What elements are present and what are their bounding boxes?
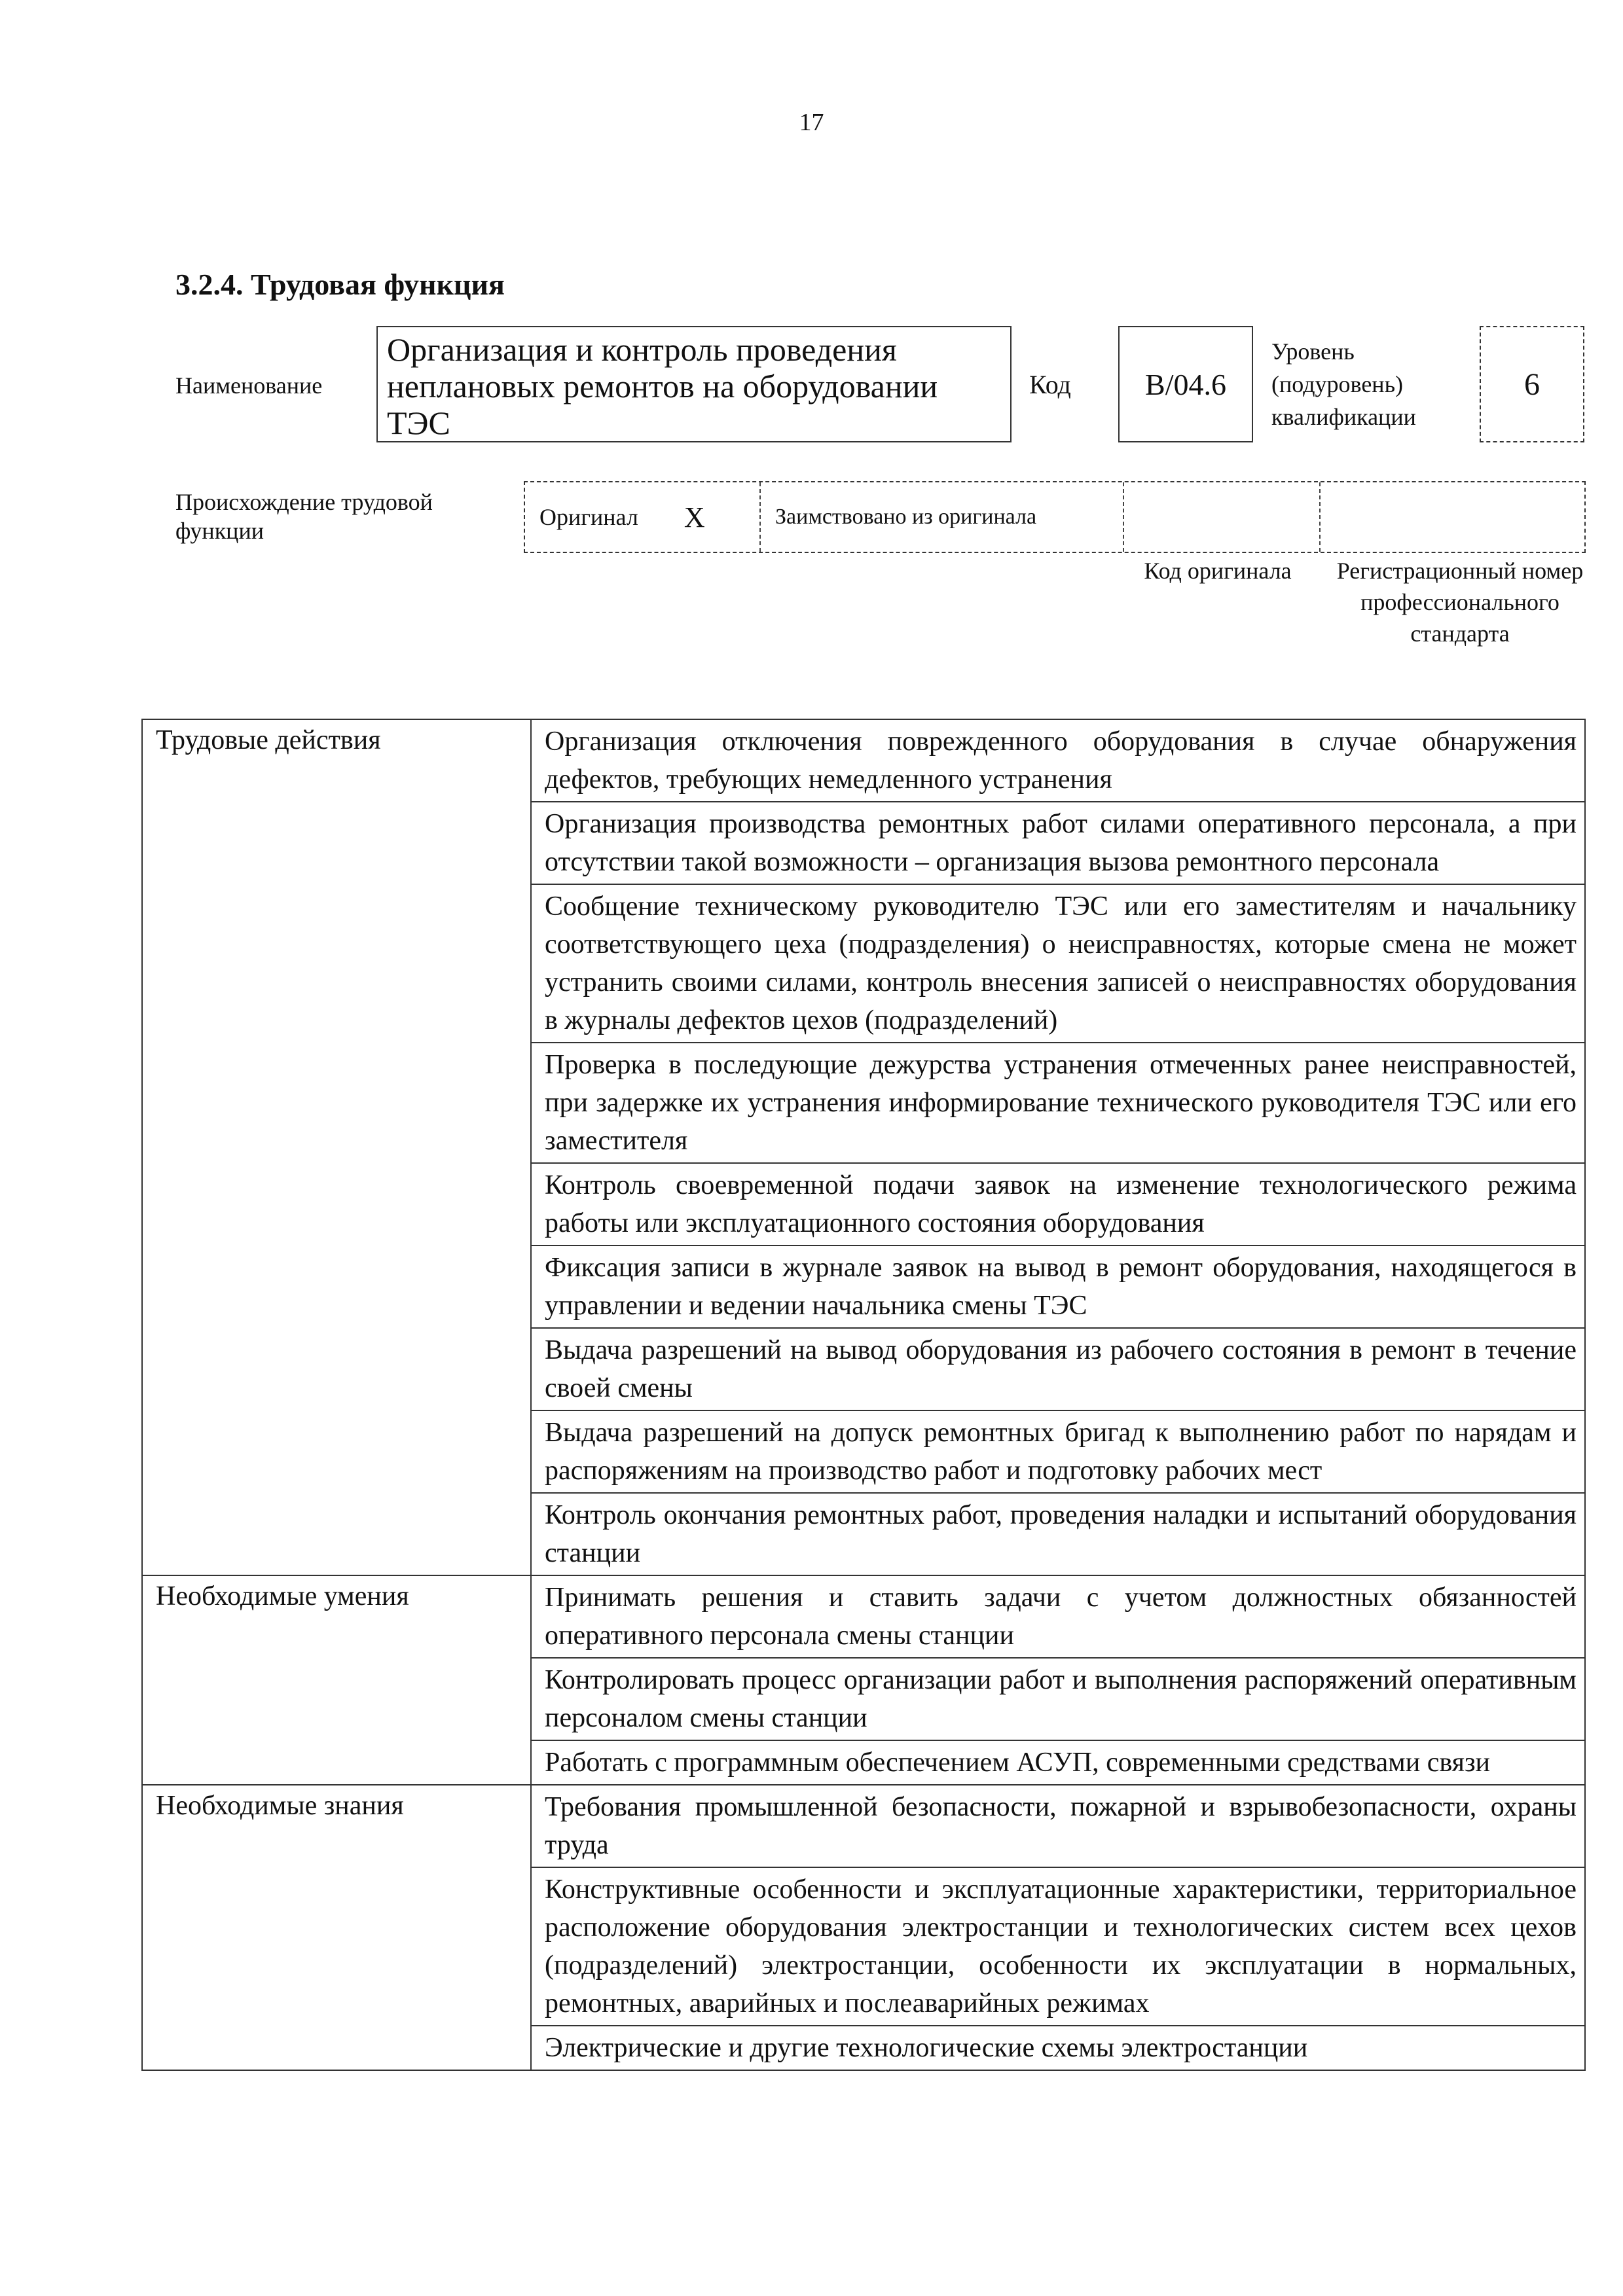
table-cell: Выдача разрешений на допуск ремонтных бригад к выполнению работ по нарядам и распоряжениям на производство работ и подготовку рабочих мест: [531, 1410, 1585, 1493]
table-cell: Контроль своевременной подачи заявок на изменение технологического режима работы или эксплуатационного состояния оборудования: [531, 1163, 1585, 1246]
table-cell: Контроль окончания ремонтных работ, проведения наладки и испытаний оборудования станции: [531, 1493, 1585, 1575]
qualification-level-value: 6: [1524, 367, 1540, 402]
table-cell: Электрические и другие технологические схемы электростанции: [531, 2026, 1585, 2070]
origin-borrowed-cell: [761, 482, 1124, 552]
qualification-level-label: Уровень (подуровень) квалификации: [1271, 338, 1416, 430]
function-name-value: Организация и контроль проведения неплановых ремонтов на оборудовании ТЭС: [387, 331, 938, 441]
section-heading: Необходимые умения: [142, 1575, 531, 1785]
table-row: [142, 1575, 1585, 1658]
section-title: 3.2.4. Трудовая функция: [175, 268, 505, 301]
origin-box: [524, 481, 1586, 553]
qualification-level-box: [1480, 326, 1584, 442]
origin-original-label: Оригинал: [539, 504, 638, 530]
table-cell: Сообщение техническому руководителю ТЭС или его заместителям и начальнику соответствующего цеха (подразделения) о неисправностях, которые смена не может устранить своими силами, контроль внесения записей о неисправностях оборудования в журналы дефектов цехов (подразделений): [531, 884, 1585, 1043]
origin-reg-number-cell: [1321, 482, 1586, 552]
table-cell: Контролировать процесс организации работ и выполнения распоряжений оперативным персоналом смены станции: [531, 1658, 1585, 1740]
code-label: Код: [1029, 370, 1071, 399]
table-cell: Фиксация записи в журнале заявок на вывод в ремонт оборудования, находящегося в управлении и ведении начальника смены ТЭС: [531, 1246, 1585, 1328]
table-cell: Принимать решения и ставить задачи с учетом должностных обязанностей оперативного персонала смены станции: [531, 1575, 1585, 1658]
origin-code-cell: [1124, 482, 1321, 552]
table-row: [142, 1785, 1585, 1867]
function-details-table: [141, 719, 1586, 2071]
table-cell: Проверка в последующие дежурства устранения отмеченных ранее неисправностей, при задержке их устранения информирование технического руководителя ТЭС или его заместителя: [531, 1043, 1585, 1163]
origin-code-caption: Код оригинала: [1144, 558, 1292, 584]
origin-original-mark: X: [684, 501, 705, 533]
section-heading: Необходимые знания: [142, 1785, 531, 2070]
table-cell: Конструктивные особенности и эксплуатационные характеристики, территориальное расположение оборудования электростанции и технологических систем всех цехов (подразделений) электростанции, особенности их эксплуатации в нормальных, ремонтных, аварийных и послеаварийных режимах: [531, 1867, 1585, 2026]
table-row: [142, 719, 1585, 802]
function-name-box: [376, 326, 1012, 442]
name-label: Наименование: [175, 372, 323, 399]
code-value: B/04.6: [1145, 367, 1226, 401]
origin-borrowed-label: Заимствовано из оригинала: [775, 505, 1037, 529]
table-cell: Организация производства ремонтных работ силами оперативного персонала, а при отсутствии такой возможности – организация вызова ремонтного персонала: [531, 802, 1585, 884]
origin-original-cell: [525, 482, 761, 552]
table-cell: Выдача разрешений на вывод оборудования из рабочего состояния в ремонт в течение своей смены: [531, 1328, 1585, 1410]
code-box: [1118, 326, 1253, 442]
table-cell: Организация отключения поврежденного оборудования в случае обнаружения дефектов, требующих немедленного устранения: [531, 719, 1585, 802]
table-cell: Работать с программным обеспечением АСУП, современными средствами связи: [531, 1740, 1585, 1785]
page-number: 17: [799, 109, 824, 136]
table-cell: Требования промышленной безопасности, пожарной и взрывобезопасности, охраны труда: [531, 1785, 1585, 1867]
section-heading: Трудовые действия: [142, 719, 531, 1575]
reg-number-caption: Регистрационный номер профессионального стандарта: [1336, 558, 1584, 647]
origin-label: Происхождение трудовой функции: [175, 489, 433, 544]
